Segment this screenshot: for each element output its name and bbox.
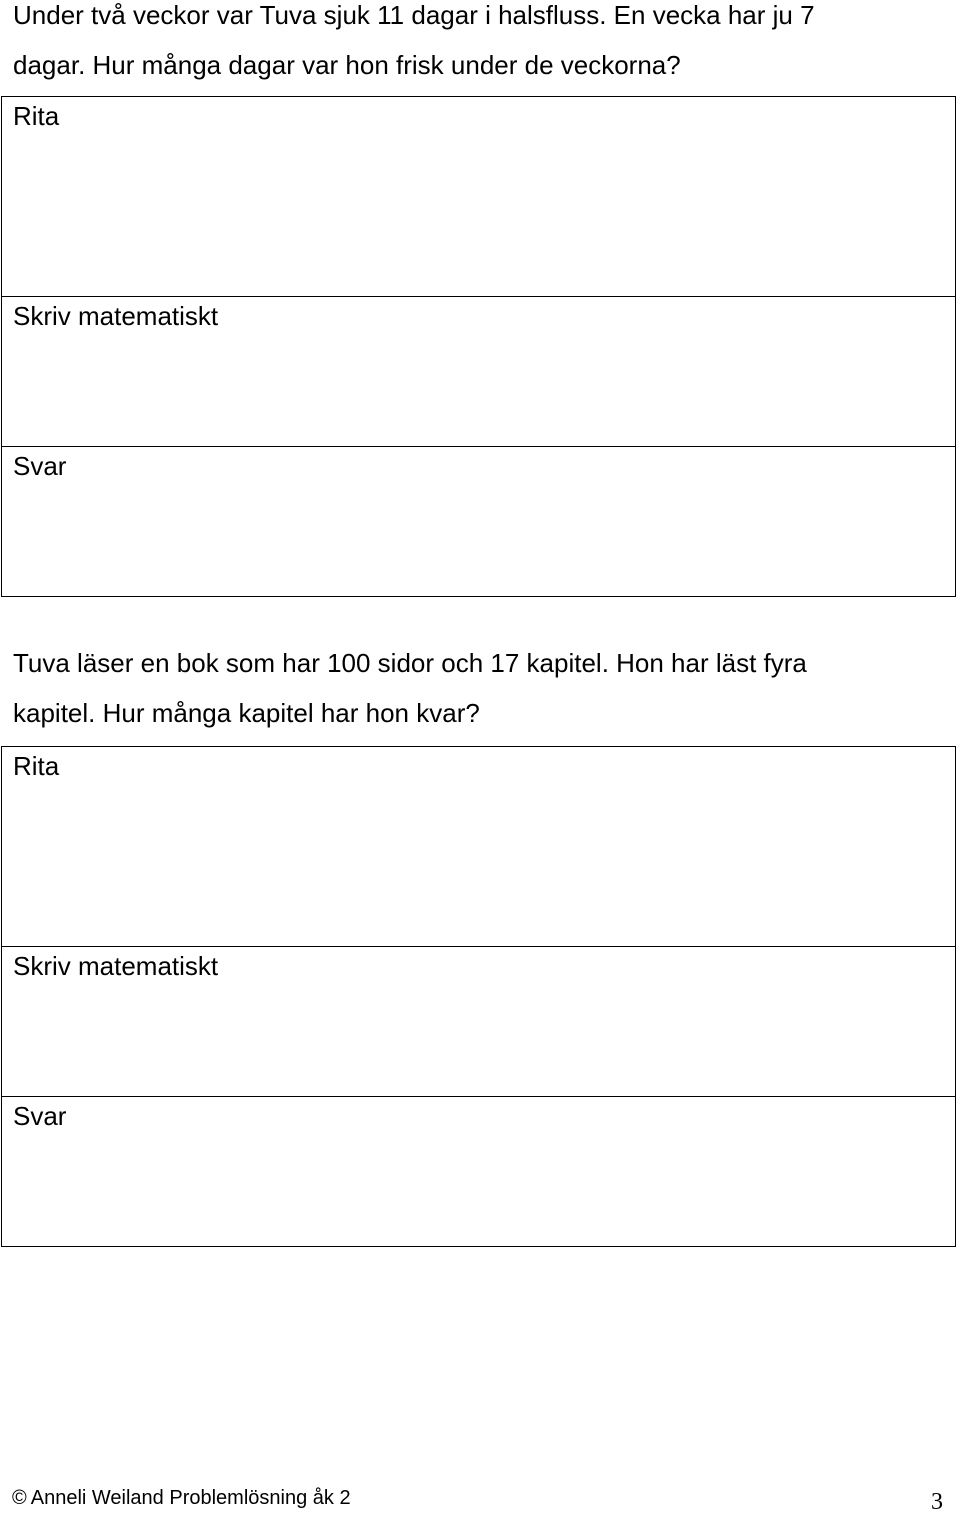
task-2-question-line-2: kapitel. Hur många kapitel har hon kvar? (13, 698, 480, 728)
task-2-answer-table (1, 746, 956, 1247)
task-1-skriv-box[interactable] (2, 297, 956, 447)
task-1-rita-box[interactable] (2, 97, 956, 297)
task-1-svar-box[interactable] (2, 447, 956, 597)
task-2-question-line-1: Tuva läser en bok som har 100 sidor och 17 kapitel. Hon har läst fyra (13, 648, 807, 678)
page-footer (12, 1485, 351, 1511)
task-1-question-line-2: dagar. Hur många dagar var hon frisk under de veckorna? (13, 50, 681, 80)
task-1-question-line-1: Under två veckor var Tuva sjuk 11 dagar i halsfluss. En vecka har ju 7 (13, 0, 815, 30)
task-1-question (13, 0, 943, 90)
footer-text: Anneli Weiland Problemlösning åk 2 (30, 1487, 351, 1509)
task-2-svar-label: Svar (13, 1101, 67, 1131)
task-1-svar-label: Svar (13, 451, 67, 481)
task-1-answer-table (1, 96, 956, 597)
task-2-skriv-label: Skriv matematiskt (13, 951, 219, 981)
task-2-question (13, 638, 943, 738)
task-2-rita-label: Rita (13, 751, 60, 781)
task-2-svar-box[interactable] (2, 1097, 956, 1247)
page-number: 3 (931, 1489, 943, 1515)
task-2-rita-box[interactable] (2, 747, 956, 947)
task-2-skriv-box[interactable] (2, 947, 956, 1097)
copyright-icon: © (12, 1487, 27, 1509)
task-1-rita-label: Rita (13, 101, 60, 131)
task-1-skriv-label: Skriv matematiskt (13, 301, 219, 331)
